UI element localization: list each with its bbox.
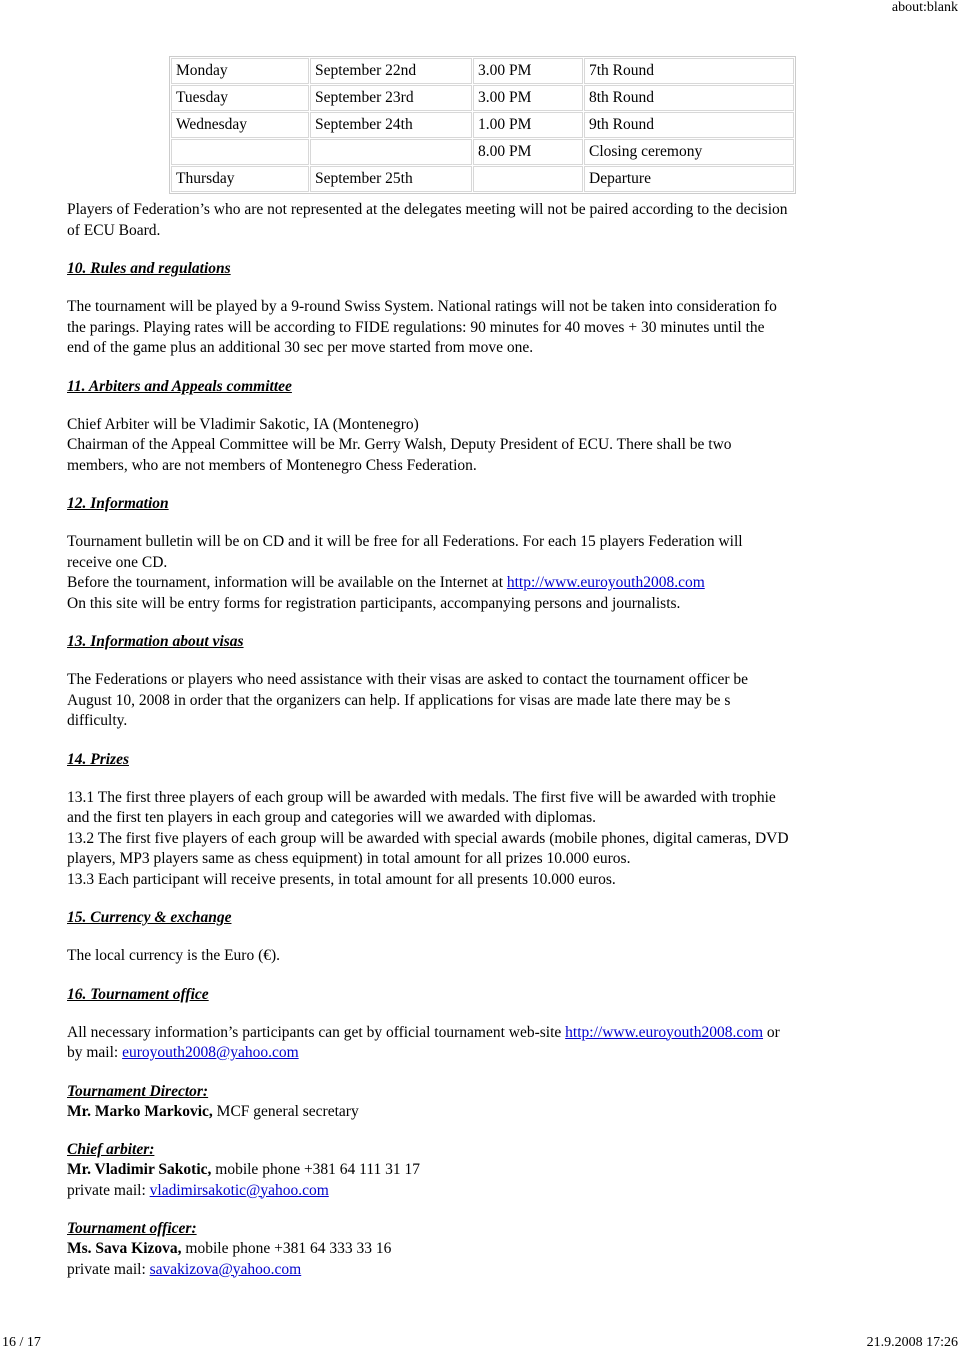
schedule-time: 8.00 PM	[473, 139, 583, 165]
paragraph-line: The local currency is the Euro (€).	[67, 947, 281, 964]
text-span: private mail:	[67, 1181, 150, 1199]
section-heading: 11. Arbiters and Appeals committee	[67, 377, 292, 395]
contact-phone: mobile phone +381 64 333 33 16	[181, 1240, 392, 1257]
schedule-date: September 24th	[310, 112, 472, 138]
email-link[interactable]: vladimirsakotic@yahoo.com	[149, 1181, 329, 1199]
schedule-day: Thursday	[171, 166, 309, 192]
paragraph-line: 13.3 Each participant will receive presents, in total amount for all presents 10.000 euros.	[67, 870, 616, 888]
schedule-day: Monday	[171, 58, 309, 84]
schedule-time: 1.00 PM	[473, 112, 583, 138]
paragraph-line: end of the game plus an additional 30 sec per move started from move one.	[67, 339, 534, 356]
paragraph-line: On this site will be entry forms for registration participants, accompanying persons and journalists.	[67, 594, 681, 612]
schedule-date	[310, 139, 472, 165]
email-link[interactable]: savakizova@yahoo.com	[149, 1260, 302, 1278]
contact-heading: Tournament Director:	[67, 1082, 209, 1100]
email-link[interactable]: euroyouth2008@yahoo.com	[122, 1044, 299, 1061]
schedule-time: 3.00 PM	[473, 58, 583, 84]
paragraph-line: receive one CD.	[67, 553, 168, 571]
paragraph-line: the parings. Playing rates will be according to FIDE regulations: 90 minutes for 40 moves + 30 minutes until the	[67, 318, 765, 336]
section-heading: 16. Tournament office	[67, 985, 209, 1003]
schedule-row	[171, 139, 794, 165]
paragraph-line: and the first ten players in each group and categories will we awarded with diplomas.	[67, 809, 596, 826]
contact-line	[67, 1260, 902, 1281]
text-span: Before the tournament, information will be available on the Internet at	[67, 574, 507, 591]
paragraph-line: Chairman of the Appeal Committee will be Mr. Gerry Walsh, Deputy President of ECU. There shall be two	[67, 436, 732, 453]
paragraph-line: Chief Arbiter will be Vladimir Sakotic, IA (Montenegro)	[67, 415, 419, 433]
intro-line: of ECU Board.	[67, 221, 161, 239]
schedule-date: September 25th	[310, 166, 472, 192]
contact-name: Mr. Marko Markovic,	[67, 1102, 213, 1120]
schedule-date: September 23rd	[310, 85, 472, 111]
paragraph-line: The tournament will be played by a 9-round Swiss System. National ratings will not be taken into consideration fo	[67, 298, 777, 315]
schedule-row	[171, 85, 794, 111]
section-heading: 12. Information	[67, 495, 169, 512]
contact-line	[67, 1160, 902, 1181]
contact-name: Mr. Vladimir Sakotic,	[67, 1161, 212, 1178]
paragraph-line: Tournament bulletin will be on CD and it will be free for all Federations. For each 15 players Federation will	[67, 533, 743, 550]
schedule-table	[169, 56, 796, 194]
schedule-event: 8th Round	[584, 85, 794, 111]
paragraph-line: difficulty.	[67, 712, 128, 729]
paragraph-line: 13.2 The first five players of each group will be awarded with special awards (mobile phones, digital cameras, DVD	[67, 829, 789, 847]
contact-line	[67, 1239, 902, 1260]
schedule-event: 7th Round	[584, 58, 794, 84]
website-link[interactable]: http://www.euroyouth2008.com	[506, 574, 705, 591]
schedule-event: 9th Round	[584, 112, 794, 138]
schedule-day: Tuesday	[171, 85, 309, 111]
schedule-row	[171, 58, 794, 84]
contact-heading: Tournament officer:	[67, 1220, 197, 1237]
schedule-row	[171, 112, 794, 138]
paragraph-line: August 10, 2008 in order that the organizers can help. If applications for visas are made late there may be s	[67, 691, 731, 709]
paragraph-line	[67, 1043, 902, 1064]
paragraph-line: players, MP3 players same as chess equipment) in total amount for all prizes 10.000 euros.	[67, 850, 631, 867]
text-span: All necessary information’s participants can get by official tournament web-site	[67, 1023, 566, 1041]
schedule-event: Closing ceremony	[584, 139, 794, 165]
schedule-row	[171, 166, 794, 192]
paragraph-line	[67, 573, 902, 594]
contact-heading: Chief arbiter:	[67, 1141, 155, 1158]
section-heading: 13. Information about visas	[67, 633, 244, 650]
print-datetime: 21.9.2008 17:26	[866, 1335, 958, 1350]
contact-name: Ms. Sava Kizova,	[67, 1240, 182, 1257]
paragraph-line	[67, 1023, 902, 1044]
text-span: or	[763, 1023, 780, 1041]
schedule-time: 3.00 PM	[473, 85, 583, 111]
contact-line	[67, 1102, 902, 1123]
section-heading: 14. Prizes	[67, 750, 129, 768]
contact-role: MCF general secretary	[212, 1102, 359, 1120]
website-link[interactable]: http://www.euroyouth2008.com	[565, 1023, 764, 1041]
paragraph-line: members, who are not members of Montenegro Chess Federation.	[67, 456, 477, 474]
text-span: private mail:	[67, 1260, 150, 1278]
document-body	[67, 200, 902, 1280]
schedule-time	[473, 166, 583, 192]
paragraph-line: The Federations or players who need assistance with their visas are asked to contact the tournament officer be	[67, 671, 749, 688]
schedule-day: Wednesday	[171, 112, 309, 138]
schedule-date: September 22nd	[310, 58, 472, 84]
page-url: about:blank	[891, 0, 958, 15]
section-heading: 10. Rules and regulations	[67, 260, 231, 277]
intro-line: Players of Federation’s who are not represented at the delegates meeting will not be paired according to the decision	[67, 201, 788, 218]
text-span: by mail:	[67, 1044, 123, 1061]
schedule-event: Departure	[584, 166, 794, 192]
contact-phone: mobile phone +381 64 111 31 17	[211, 1161, 421, 1178]
paragraph-line: 13.1 The first three players of each group will be awarded with medals. The first five will be awarded with trophie	[67, 788, 776, 806]
section-heading: 15. Currency & exchange	[67, 909, 232, 926]
schedule-day	[171, 139, 309, 165]
contact-line	[67, 1181, 902, 1202]
page-number: 16 / 17	[2, 1335, 41, 1350]
